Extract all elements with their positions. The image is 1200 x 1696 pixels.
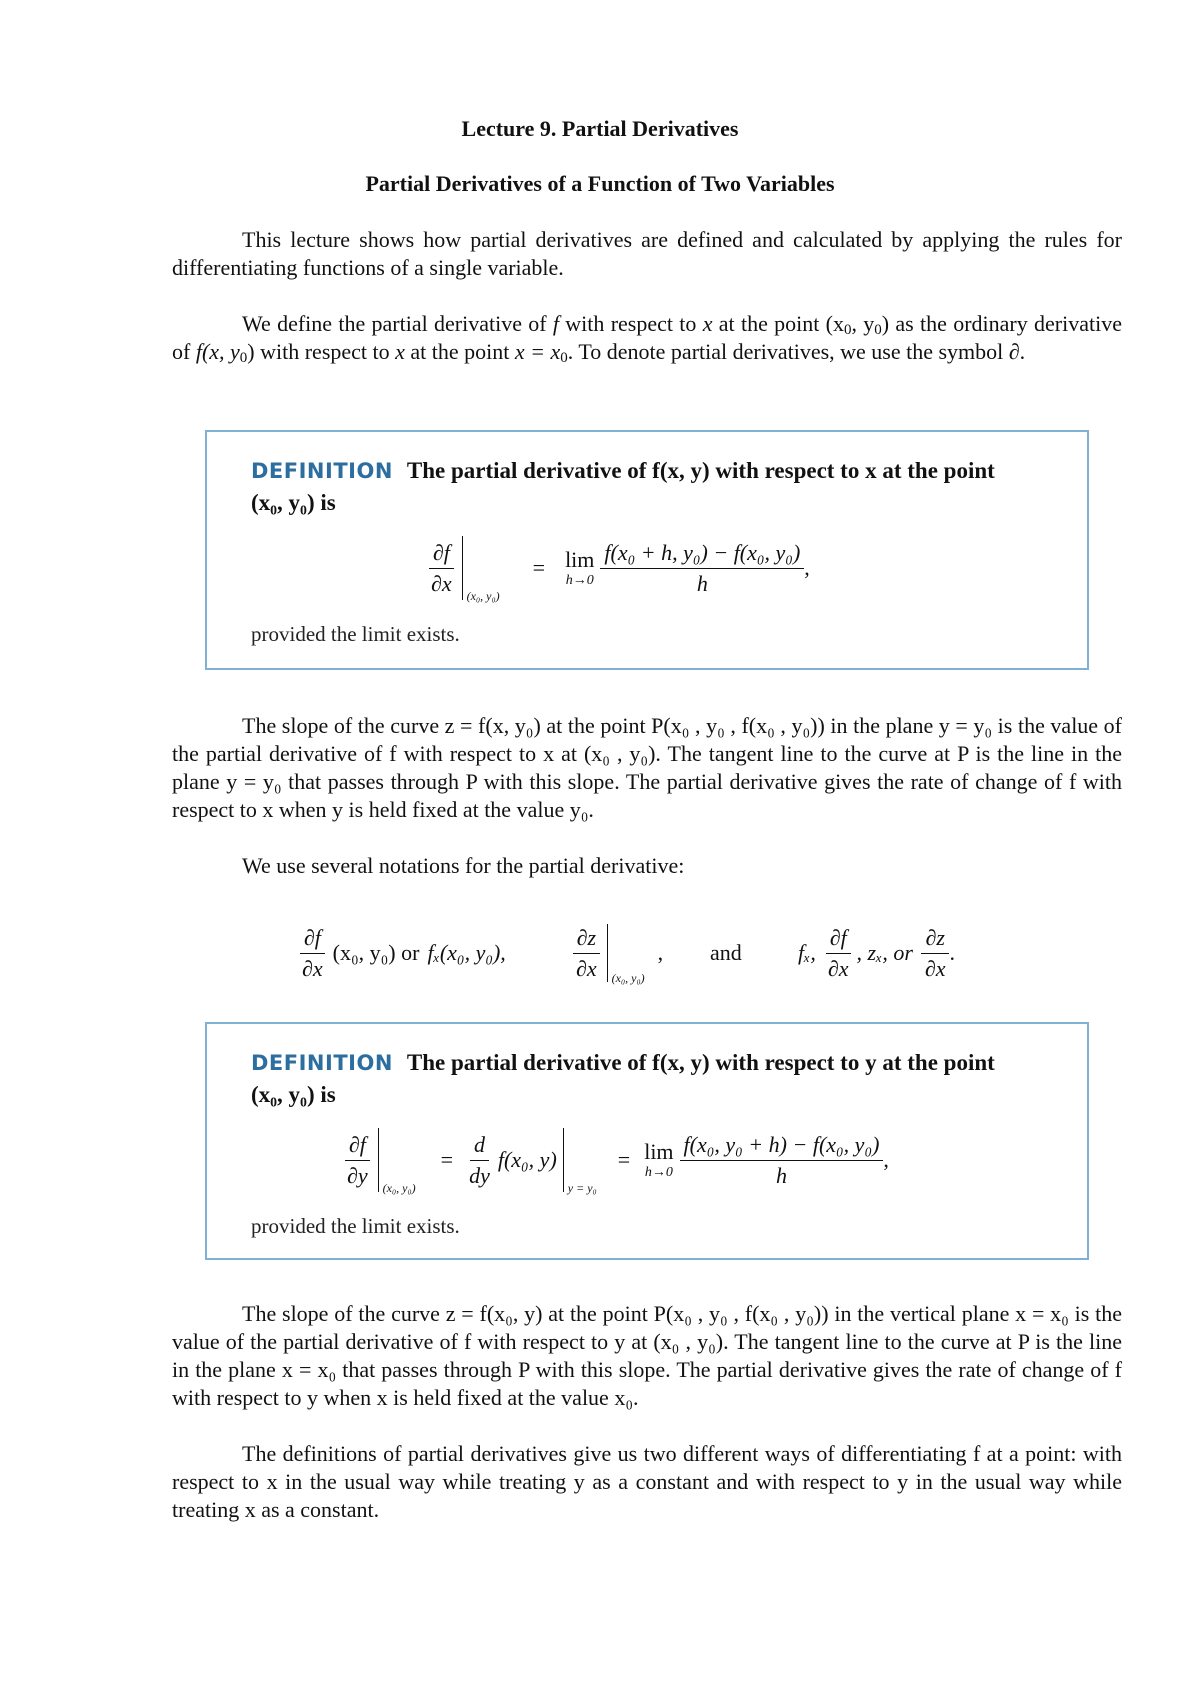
definition-box-x xyxy=(205,430,1089,670)
limit-operator: lim h→0 xyxy=(644,1139,674,1180)
difference-quotient-y: $\frac{\text{f(x₀, y₀ + h) − f(x₀, y₀)}}{h}$ xyxy=(680,1132,884,1189)
partial-symbol: ∂ xyxy=(1008,339,1020,364)
definition-heading-x: DEFINITION The partial derivative of f(x, y) with respect to x at the point xyxy=(251,458,995,483)
definition-footer-y: provided the limit exists. xyxy=(251,1214,460,1238)
definition-label: DEFINITION xyxy=(251,459,393,483)
definition-heading-x-line2: (x₀, y₀) is xyxy=(251,490,336,515)
intro-paragraph: This lecture shows how partial derivatives are defined and calculated by applying the rules for differentiating functions of a single variable. xyxy=(172,227,1122,280)
definition-intro-paragraph: We define the partial derivative of f with respect to x at the point ($x_0$, $y_0$) as the ordinary derivative of f(x, $y_0$) with respect to x at the point $x = x_0$. To denote partial derivatives, we use the symbol ∂. xyxy=(172,311,1123,366)
notation-form-3: fₓ, $\frac{\partial f}{\partial x}$ , zₓ, or $\frac{\partial z}{\partial x}$ . xyxy=(798,924,956,981)
slope-x-paragraph: The slope of the curve z = f(x, y₀) at the point P(x₀ , y₀ , f(x₀ , y₀)) in the plane y = y₀ is the value of the partial derivative of f with respect to x at (x₀ , y₀). The tangent line to the curve at P is the line in the plane y = y₀ that passes through P with this slope. The partial derivative gives the rate of change of f with respect to x when y is held fixed at the value y₀. xyxy=(172,713,1122,822)
partial-f-partial-y: $\frac{\partial f}{\partial y}$ xyxy=(343,1132,372,1189)
lecture-title: Lecture 9. Partial Derivatives xyxy=(461,116,739,141)
notation-form-2: $\frac{\partial z}{\partial x}$ (x₀, y₀) , xyxy=(572,918,663,988)
partial-y-formula: $\frac{\partial f}{\partial y}$ (x₀, y₀) = $\frac{d}{dy}$ f(x₀, y) y = y₀ = lim h→0 $\frac{\text{f(x₀, y₀ + h) − f(x₀, y₀)}}{h}$ , xyxy=(343,1128,889,1192)
evaluation-bar: (x₀, y₀) xyxy=(462,536,463,600)
notation-and: and xyxy=(710,940,742,965)
conclusion-paragraph: The definitions of partial derivatives give us two different ways of differentiating f at a point: with respect to x in the usual way while treating y as a constant and with respect to y in the usual way while treating x as a constant. xyxy=(172,1441,1122,1522)
definition-footer-x: provided the limit exists. xyxy=(251,622,460,646)
difference-quotient-x: $\frac{\text{f(x₀ + h, y₀) − f(x₀, y₀)}}{h}$ xyxy=(600,540,804,597)
definition-heading-y: DEFINITION The partial derivative of f(x, y) with respect to y at the point xyxy=(251,1050,995,1075)
section-heading: Partial Derivatives of a Function of Two Variables xyxy=(365,171,835,196)
definition-box-y xyxy=(205,1022,1089,1260)
partial-x-formula: $\frac{\partial f}{\partial x}$ (x₀, y₀) = lim h→0 $\frac{\text{f(x₀ + h, y₀) − f(x₀, y₀)}}{h}$ , xyxy=(427,536,810,600)
definition-label: DEFINITION xyxy=(251,1051,393,1075)
slope-y-paragraph: The slope of the curve z = f(x₀, y) at the point P(x₀ , y₀ , f(x₀ , y₀)) in the vertical plane x = x₀ is the value of the partial derivative of f with respect to y at (x₀ , y₀). The tangent line to the curve at P is the line in the plane x = x₀ that passes through P with this slope. The partial derivative gives the rate of change of f with respect to y when x is held fixed at the value x₀. xyxy=(172,1301,1122,1410)
notation-intro: We use several notations for the partial derivative: xyxy=(242,853,685,878)
notation-form-1: $\frac{\partial f}{\partial x}$ (x₀, y₀) or fₓ(x₀, y₀), xyxy=(298,918,506,988)
limit-operator: lim h→0 xyxy=(565,547,595,588)
partial-f-partial-x: $\frac{\partial f}{\partial x}$ xyxy=(427,540,456,597)
definition-heading-y-line2: (x₀, y₀) is xyxy=(251,1082,336,1107)
